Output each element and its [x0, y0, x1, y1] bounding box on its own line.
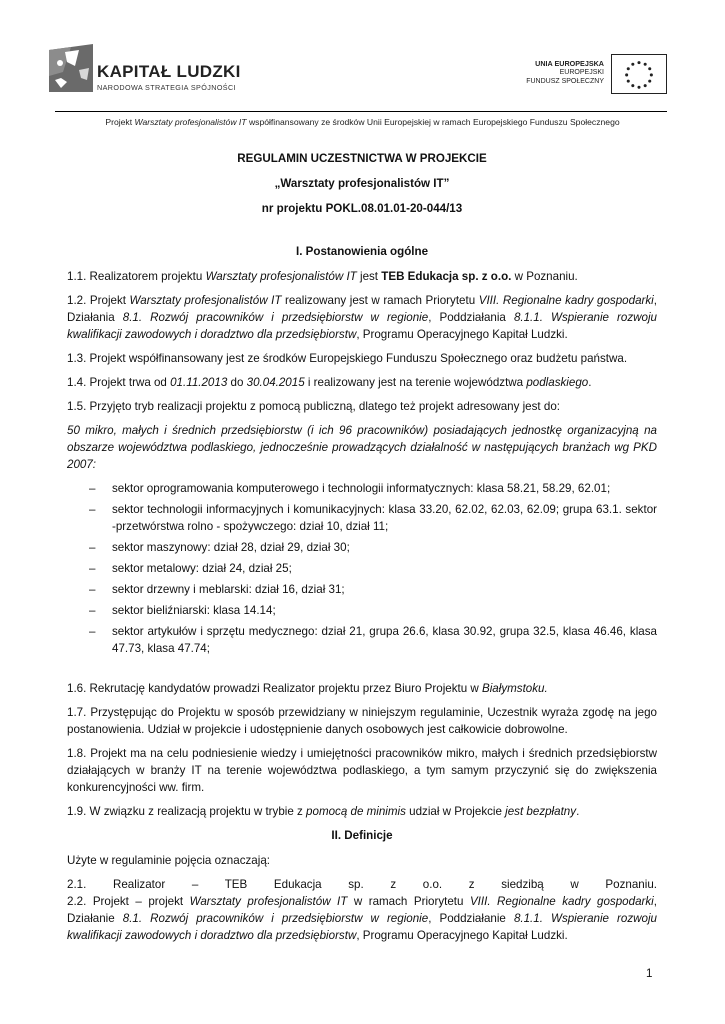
paragraph-1-5-target: 50 mikro, małych i średnich przedsiębiorstw (i ich 96 pracowników) posiadających jednostkę organizacyjną na obszarze województwa podlaskiego, jednocześnie prowadzących działalność w następujących branżach wg PKD 2007:: [67, 424, 657, 471]
paragraph-1-9: 1.9. W związku z realizacją projektu w trybie z pomocą de minimis udział w Projekcie jest bezpłatny.: [67, 805, 580, 818]
document-body: [67, 150, 657, 951]
paragraph-2-1: 2.1. Realizator – TEB Edukacja sp. z o.o. z siedzibą w Poznaniu.: [67, 878, 657, 891]
eu-fund-label-1: EUROPEJSKI: [559, 69, 604, 76]
paragraph-1-3: 1.3. Projekt współfinansowany jest ze środków Europejskiego Funduszu Społecznego oraz budżetu państwa.: [67, 352, 628, 365]
list-item: – sektor bieliźniarski: klasa 14.14;: [89, 604, 276, 617]
section-heading-1: I. Postanowienia ogólne: [295, 245, 429, 258]
kapital-ludzki-logo-icon: [45, 42, 97, 94]
sector-list: [67, 480, 657, 657]
paragraph-1-6: 1.6. Rekrutację kandydatów prowadzi Realizator projektu przez Biuro Projektu w Białymstoku.: [67, 682, 548, 695]
kapital-ludzki-subtitle: NARODOWA STRATEGIA SPÓJNOŚCI: [97, 83, 236, 92]
list-item: – sektor artykułów i sprzętu medycznego: dział 21, grupa 26.6, klasa 30.92, grupa 32.5, klasa 46.46, klasa 47.73, klasa 47.74;: [89, 625, 657, 655]
funding-note: Projekt Warsztaty profesjonalistów IT współfinansowany ze środków Unii Europejskiej w ramach Europejskiego Funduszu Społecznego: [105, 117, 620, 127]
paragraph-1-1: 1.1. Realizatorem projektu Warsztaty profesjonalistów IT jest TEB Edukacja sp. z o.o. w Poznaniu.: [67, 270, 578, 283]
page-header: [0, 0, 725, 127]
list-item: – sektor drzewny i meblarski: dział 16, dział 31;: [89, 583, 345, 596]
paragraph-1-8: 1.8. Projekt ma na celu podniesienie wiedzy i umiejętności pracowników mikro, małych i średnich przedsiębiorstw działających w branży IT na terenie województwa podlaskiego, a tym samym przyczynić się do zwiększenia konkurencyjności ww. firm.: [67, 747, 657, 794]
eu-union-label: UNIA EUROPEJSKA: [535, 59, 604, 68]
page-number: 1: [646, 967, 653, 980]
list-item: – sektor technologii informacyjnych i komunikacyjnych: klasa 33.20, 62.02, 62.03, 62.09; grupa 63.1. sektor -przetwórstwa rolno - spożywczego: dział 10, dział 11;: [89, 503, 657, 533]
eu-text-block: [520, 59, 604, 86]
paragraph-1-5: 1.5. Przyjęto tryb realizacji projektu z pomocą publiczną, dlatego też projekt adresowany jest do:: [67, 400, 560, 413]
paragraph-1-2: 1.2. Projekt Warsztaty profesjonalistów IT realizowany jest w ramach Priorytetu VIII. Regionalne kadry gospodarki, Działania 8.1. Rozwój pracowników i przedsiębiorstw w regionie, Poddziałania 8.1.1. Wspieranie rozwoju kwalifikacji zawodowych i doradztwo dla przedsiębiorstw, Programu Operacyjnego Kapitał Ludzki.: [67, 294, 657, 341]
list-item: – sektor oprogramowania komputerowego i technologii informatycznych: klasa 58.21, 58.29, 62.01;: [89, 482, 611, 495]
project-number: nr projektu POKL.08.01.01-20-044/13: [261, 202, 463, 215]
list-item: – sektor metalowy: dział 24, dział 25;: [89, 562, 292, 575]
list-item: – sektor maszynowy: dział 28, dział 29, dział 30;: [89, 541, 350, 554]
paragraph-1-4: 1.4. Projekt trwa od 01.11.2013 do 30.04.2015 i realizowany jest na terenie województwa podlaskiego.: [67, 376, 592, 389]
document-title: REGULAMIN UCZESTNICTWA W PROJEKCIE: [237, 152, 487, 165]
paragraph-1-7: 1.7. Przystępując do Projektu w sposób przewidziany w niniejszym regulaminie, Uczestnik wyraża zgodę na jego postanowienia. Udział w projekcie i udostępnienie danych osobowych jest całkowicie dobrowolne.: [67, 706, 657, 736]
header-divider: [55, 111, 667, 112]
paragraph-2-2: 2.2. Projekt – projekt Warsztaty profesjonalistów IT w ramach Priorytetu VIII. Regionalne kadry gospodarki, Działanie 8.1. Rozwój pracowników i przedsiębiorstw w regionie, Poddziałanie 8.1.1. Wspieranie rozwoju kwalifikacji zawodowych i doradztwo dla przedsiębiorstw, Programu Operacyjnego Kapitał Ludzki.: [67, 895, 657, 942]
section-heading-2: II. Definicje: [331, 829, 393, 842]
definitions-intro: Użyte w regulaminie pojęcia oznaczają:: [67, 854, 270, 867]
eu-fund-label-2: FUNDUSZ SPOŁECZNY: [526, 78, 604, 85]
kapital-ludzki-title: KAPITAŁ LUDZKI: [97, 62, 241, 81]
project-name: „Warsztaty profesjonalistów IT”: [274, 177, 450, 190]
eu-flag-icon: [611, 54, 667, 94]
